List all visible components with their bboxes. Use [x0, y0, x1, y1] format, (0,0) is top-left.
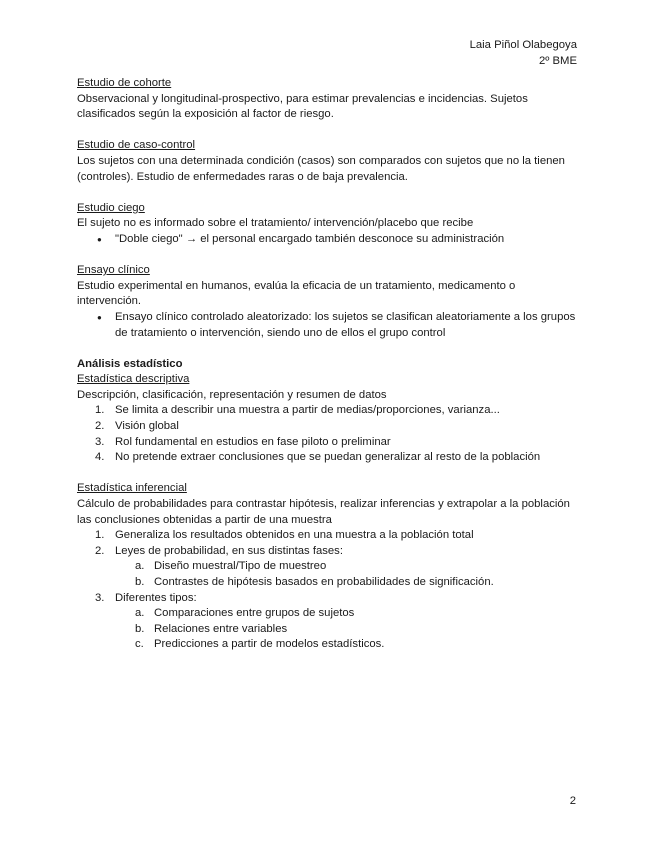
page-number: 2: [569, 795, 576, 807]
section-text: Observacional y longitudinal-prospectivo, para estimar prevalencias e incidencias. Sujetos clasificados según la exposición al factor de riesgo.: [77, 92, 528, 121]
list-item: 4. No pretende extraer conclusiones que se puedan generalizar al resto de la población: [95, 451, 541, 464]
section-title: Estudio de cohorte: [77, 77, 172, 89]
section-text: Los sujetos con una determinada condición (casos) son comparados con sujetos que no la tienen (controles). Estudio de enfermedades raras o de baja prevalencia.: [77, 154, 565, 183]
subsection-title: Estadística inferencial: [77, 482, 187, 495]
section-title: Ensayo clínico: [77, 264, 150, 277]
section-inferencial: [77, 481, 577, 653]
numbered-list: [77, 403, 577, 465]
page-content: [77, 76, 577, 653]
list-item: 2. Leyes de probabilidad, en sus distintas fases:: [95, 544, 343, 557]
section-title: Estudio ciego: [77, 201, 145, 214]
section-casocontrol: [77, 138, 577, 185]
list-item: 3. Diferentes tipos:: [95, 591, 197, 604]
section-clinico: [77, 263, 577, 341]
list-item: ● Ensayo clínico controlado aleatorizado: los sujetos se clasifican aleatoriamente a los grupos de tratamiento o intervención, siendo uno de ellos el grupo control: [77, 310, 577, 341]
section-heading: Análisis estadístico: [77, 357, 183, 370]
section-analisis: [77, 357, 577, 466]
sub-list-item: a. Diseño muestral/Tipo de muestreo: [135, 560, 327, 573]
list-item: ● "Doble ciego" → el personal encargado también desconoce su administración: [77, 232, 577, 248]
list-item: 2. Visión global: [95, 420, 179, 433]
section-cohorte: [77, 76, 577, 123]
bullet-list: [77, 232, 577, 248]
numbered-list: [77, 528, 577, 653]
sub-list-item: b. Contrastes de hipótesis basados en probabilidades de significación.: [135, 576, 494, 588]
section-ciego: [77, 201, 577, 248]
section-text: Estudio experimental en humanos, evalúa la eficacia de un tratamiento, medicamento o intervención.: [77, 279, 516, 308]
list-item: 3. Rol fundamental en estudios en fase piloto o preliminar: [95, 435, 391, 448]
section-text: Cálculo de probabilidades para contrastar hipótesis, realizar inferencias y extrapolar a la población las conclusiones obtenidas a partir de una muestra: [77, 498, 570, 526]
sub-list-item: c. Predicciones a partir de modelos estadísticos.: [135, 638, 385, 651]
section-text: El sujeto no es informado sobre el tratamiento/ intervención/placebo que recibe: [77, 217, 474, 230]
bullet-list: [77, 310, 577, 341]
course-label: 2º BME: [538, 55, 577, 67]
subsection-title: Estadística descriptiva: [77, 373, 190, 386]
section-title: Estudio de caso-control: [77, 139, 196, 152]
list-item: 1. Se limita a describir una muestra a partir de medias/proporciones, varianza...: [95, 404, 500, 417]
sub-list-item: a. Comparaciones entre grupos de sujetos: [135, 607, 355, 620]
section-text: Descripción, clasificación, representación y resumen de datos: [77, 388, 387, 401]
page-header: [470, 37, 577, 69]
sub-list-item: b. Relaciones entre variables: [135, 622, 288, 635]
list-item: 1. Generaliza los resultados obtenidos en una muestra a la población total: [95, 529, 474, 542]
author-name: Laia Piñol Olabegoya: [469, 39, 577, 51]
